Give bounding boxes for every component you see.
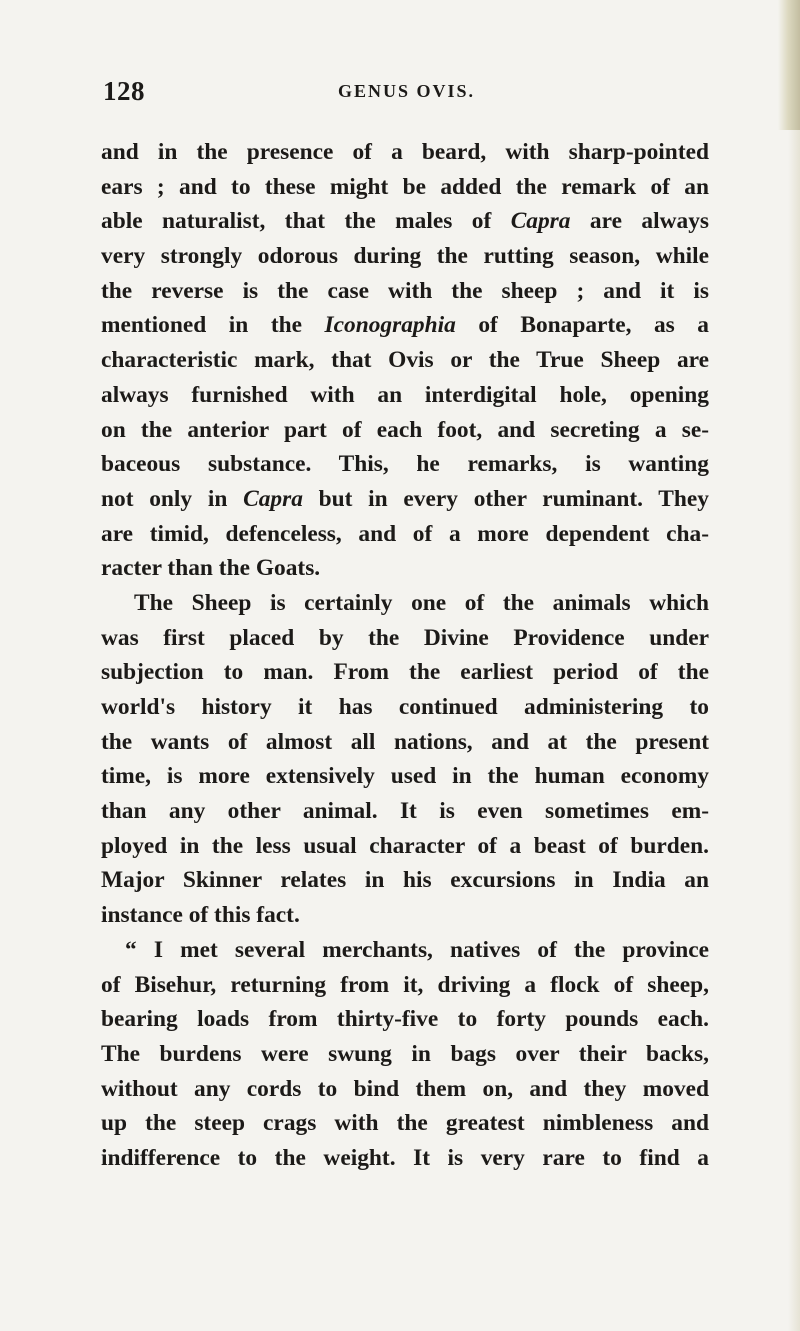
page-header [103,76,703,110]
text-segment: world's history it has continued administering to [101,694,709,720]
text-line [101,204,709,239]
page-number: 128 [103,76,145,106]
text-segment: on the anterior part of each foot, and secreting a se- [101,416,709,443]
body-text [101,135,709,1176]
text-line [101,447,709,482]
text-segment: able naturalist, that the males of [101,208,511,235]
text-segment: without any cords to bind them on, and they moved [101,1075,709,1102]
text-line [101,655,709,690]
text-line [101,829,709,864]
text-segment: ployed in the less usual character of a beast of burden. [101,832,709,859]
text-segment: are timid, defenceless, and of a more dependent cha- [101,520,709,547]
text-line [101,725,709,760]
text-segment: the wants of almost all nations, and at the present [101,728,709,755]
text-line [101,898,709,933]
text-segment: of Bonaparte, as a [455,312,709,339]
text-segment: up the steep crags with the greatest nimbleness and [101,1110,709,1137]
text-line [101,170,709,205]
text-segment: of Bisehur, returning from it, driving a flock of sheep, [101,971,709,998]
text-line [101,482,709,517]
text-segment: not only in [101,485,244,512]
text-segment: Major Skinner relates in his excursions in India an [101,867,709,894]
text-segment: racter than the Goats. [101,555,321,582]
text-segment: time, is more extensively used in the human economy [101,763,709,790]
italic-term: Capra [510,208,571,235]
text-line [101,274,709,309]
text-line [101,343,709,378]
text-line [101,378,709,413]
text-segment: are always [570,208,709,235]
text-line [101,968,709,1003]
page-edge-shadow-lower [788,130,800,1331]
text-segment: was first placed by the Divine Providence under [101,624,709,651]
text-line [101,1141,709,1176]
text-segment: and in the presence of a beard, with sharp-pointed [101,139,709,165]
text-line [101,1037,709,1072]
italic-term: Capra [243,485,303,512]
running-head: GENUS OVIS. [338,81,476,101]
text-line [101,1106,709,1141]
text-segment: characteristic mark, that Ovis or the True Sheep are [101,347,709,374]
text-line [101,1002,709,1037]
text-segment: indifference to the weight. It is very rare to find a [101,1144,709,1171]
text-line [101,413,709,448]
text-line [101,239,709,274]
text-segment: subjection to man. From the earliest period of the [101,659,709,686]
text-segment: “ I met several merchants, natives of the province [125,936,709,963]
text-segment: but in every other ruminant. They [302,485,709,512]
text-segment: instance of this fact. [101,902,300,929]
text-line [101,863,709,898]
text-segment: mentioned in the [101,312,325,339]
italic-term: Iconographia [324,312,456,339]
text-segment: bearing loads from thirty-five to forty pounds each. [101,1006,709,1033]
text-segment: ears ; and to these might be added the remark of an [101,173,709,200]
text-line [101,517,709,552]
text-line [101,933,709,968]
text-line [101,551,709,586]
text-segment: The burdens were swung in bags over their backs, [101,1040,709,1067]
text-line [101,621,709,656]
text-line [101,586,709,621]
text-segment: very strongly odorous during the rutting season, while [101,243,709,270]
text-segment: than any other animal. It is even sometimes em- [101,798,709,825]
text-line [101,308,709,343]
text-line [101,794,709,829]
text-line [101,759,709,794]
page-edge-shadow [778,0,800,130]
text-line [101,690,709,725]
text-segment: The Sheep is certainly one of the animals which [134,589,709,616]
text-segment: baceous substance. This, he remarks, is wanting [101,451,709,478]
text-segment: always furnished with an interdigital hole, opening [101,381,709,408]
text-segment: the reverse is the case with the sheep ; and it is [101,277,709,304]
text-line [101,135,709,170]
text-line [101,1072,709,1107]
